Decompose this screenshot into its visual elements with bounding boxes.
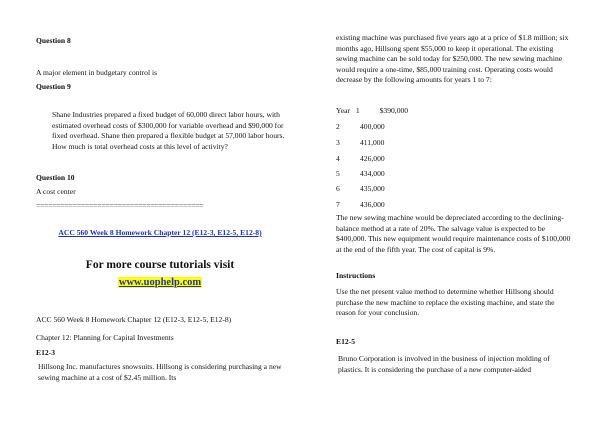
year-label: Year — [336, 106, 350, 115]
instructions-heading: Instructions — [336, 271, 376, 280]
e12-5-text: Bruno Corporation is involved in the business of injection molding of plastics. It is considering the purchase of a new computer-aided — [338, 354, 550, 374]
depreciation-text: The new sewing machine would be depreciated according to the declining-balance method at a rate of 20%. The salvage value is expected to be $400,000. This new equipment would require maintenance costs of $100,000 at the end of the fifth year. The cost of capital is 9%. — [336, 213, 571, 254]
homework-link[interactable]: ACC 560 Week 8 Homework Chapter 12 (E12-3, E12-5, E12-8) — [58, 228, 262, 237]
year-number: 6 — [336, 184, 340, 193]
year-amount: 435,000 — [360, 184, 385, 193]
year-row-6 — [336, 184, 385, 193]
e12-3-intro-text: existing machine was purchased five years ago at a price of $1.8 million; six months ago, Hillsong spent $55,000 to keep it operational. The existing sewing machine can be sold today for $250,000. The new sewing machine would require a one-time, $85,000 training cost. Operating costs would decrease by the following amounts for years 1 to 7: — [336, 33, 569, 85]
year-amount: 434,000 — [360, 169, 385, 178]
website-link[interactable]: www.uophelp.com — [118, 277, 202, 288]
year-amount: 400,000 — [360, 122, 385, 131]
question-8-heading: Question 8 — [36, 36, 71, 45]
year-row-1 — [336, 106, 408, 115]
year-row-7 — [336, 200, 385, 209]
year-row-4 — [336, 154, 385, 163]
year-amount: 436,000 — [360, 200, 385, 209]
e12-3-heading: E12-3 — [36, 348, 55, 357]
e12-3-text: Hillsong Inc. manufactures snowsuits. Hillsong is considering purchasing a new sewing machine at a cost of $2.45 million. Its — [38, 362, 282, 382]
year-row-5 — [336, 169, 385, 178]
separator-line: ========================================= — [36, 201, 204, 210]
year-row-3 — [336, 138, 384, 147]
year-number: 7 — [336, 200, 340, 209]
instructions-text: Use the net present value method to determine whether Hillsong should purchase the new machine to replace the existing machine, and state the reason for your conclusion. — [336, 287, 555, 318]
year-row-2 — [336, 122, 385, 131]
question-9-text: Shane Industries prepared a fixed budget of 60,000 direct labor hours, with estimated overhead costs of $300,000 for variable overhead and $90,000 for fixed overhead. Shane then prepared a flexible budget at 57,000 labor hours. How much is total overhead costs at this level of activity? — [52, 110, 285, 151]
promo-text: For more course tutorials visit — [85, 259, 235, 271]
year-number: 2 — [336, 122, 340, 131]
year-amount: 411,000 — [360, 138, 385, 147]
chapter-title: Chapter 12: Planning for Capital Investments — [36, 333, 174, 342]
year-number: 3 — [336, 138, 340, 147]
website-link-container[interactable] — [36, 278, 284, 289]
year-amount: $390,000 — [379, 106, 409, 115]
question-8-text: A major element in budgetary control is — [36, 68, 158, 77]
document-title: ACC 560 Week 8 Homework Chapter 12 (E12-3, E12-5, E12-8) — [36, 315, 232, 324]
e12-5-heading: E12-5 — [336, 337, 355, 346]
homework-link-title[interactable] — [36, 228, 284, 239]
question-10-heading: Question 10 — [36, 173, 75, 182]
year-number: 4 — [336, 154, 340, 163]
year-number: 5 — [336, 169, 340, 178]
year-number: 1 — [355, 106, 360, 115]
question-10-text: A cost center — [36, 187, 76, 196]
question-9-heading: Question 9 — [36, 82, 71, 91]
year-amount: 426,000 — [360, 154, 385, 163]
